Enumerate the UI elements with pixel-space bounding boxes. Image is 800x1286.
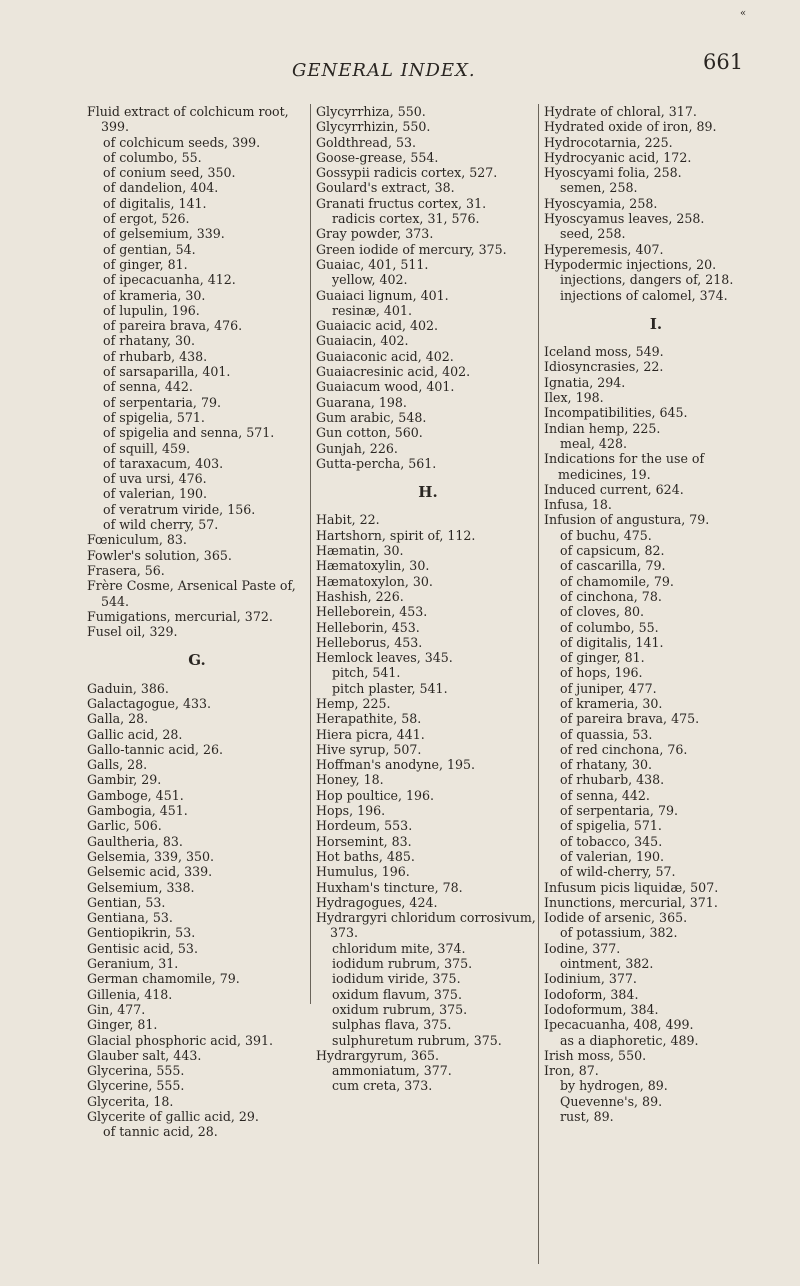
index-entry: Ginger, 81. xyxy=(87,1017,158,1033)
index-subentry: of ipecacuanha, 412. xyxy=(103,272,236,288)
index-entry: Frasera, 56. xyxy=(87,562,165,578)
index-subentry: injections of calomel, 374. xyxy=(560,287,728,303)
index-subentry: resinæ, 401. xyxy=(332,302,412,318)
index-subentry: of valerian, 190. xyxy=(560,848,665,864)
index-entry: Gaultheria, 83. xyxy=(87,833,183,849)
index-entry: Helleborein, 453. xyxy=(316,604,428,620)
index-subentry: ammoniatum, 377. xyxy=(332,1063,452,1079)
index-subentry: yellow, 402. xyxy=(332,272,408,288)
index-subentry: of digitalis, 141. xyxy=(103,195,207,211)
index-subentry: of chamomile, 79. xyxy=(560,573,674,589)
index-column-3 xyxy=(538,104,768,1264)
index-subentry: of uva ursi, 476. xyxy=(103,471,207,487)
index-entry: Helleborus, 453. xyxy=(316,634,423,650)
index-entry: Hyperemesis, 407. xyxy=(544,241,664,257)
index-entry: Gamboge, 451. xyxy=(87,787,184,803)
index-subentry: as a diaphoretic, 489. xyxy=(560,1032,699,1048)
index-entry: Guaiacic acid, 402. xyxy=(316,318,439,334)
index-entry: Fumigations, mercurial, 372. xyxy=(87,608,273,624)
page-number: 661 xyxy=(703,50,744,74)
index-entry: Gunjah, 226. xyxy=(316,440,398,456)
index-entry: German chamomile, 79. xyxy=(87,971,240,987)
index-subentry: of quassia, 53. xyxy=(560,726,653,742)
index-entry: Hyoscyami folia, 258. xyxy=(544,165,682,181)
index-entry: Guarana, 198. xyxy=(316,394,407,410)
section-letter: H. xyxy=(418,483,438,502)
index-entry: Gelsemic acid, 339. xyxy=(87,864,213,880)
index-entry: Goulard's extract, 38. xyxy=(316,180,455,196)
index-entry: Gray powder, 373. xyxy=(316,226,434,242)
index-subentry: injections, dangers of, 218. xyxy=(560,272,734,288)
index-entry: Helleborin, 453. xyxy=(316,619,420,635)
index-entry: Glauber salt, 443. xyxy=(87,1047,202,1063)
index-entry: Glycerina, 555. xyxy=(87,1063,185,1079)
index-entry: Hemp, 225. xyxy=(316,695,391,711)
index-subentry: of gentian, 54. xyxy=(103,241,196,257)
index-entry: Galls, 28. xyxy=(87,757,148,773)
index-entry: Incompatibilities, 645. xyxy=(544,405,688,421)
index-subentry: of gelsemium, 339. xyxy=(103,226,225,242)
index-subentry: rust, 89. xyxy=(560,1109,614,1124)
index-subentry: of cloves, 80. xyxy=(560,604,644,620)
index-subentry: of rhubarb, 438. xyxy=(560,772,665,788)
index-entry: Hæmatin, 30. xyxy=(316,543,404,559)
index-entry: Hæmatoxylon, 30. xyxy=(316,573,433,589)
index-entry: Hot baths, 485. xyxy=(316,848,415,864)
index-subentry: of rhatany, 30. xyxy=(560,757,653,773)
index-subentry: of spigelia, 571. xyxy=(560,818,662,834)
index-entry: Glacial phosphoric acid, 391. xyxy=(87,1032,273,1048)
index-entry: Gossypii radicis cortex, 527. xyxy=(316,165,498,181)
index-entry: Humulus, 196. xyxy=(316,864,410,880)
index-entry: Hemlock leaves, 345. xyxy=(316,650,453,666)
index-entry: Hypodermic injections, 20. xyxy=(544,256,717,272)
index-subentry: of tobacco, 345. xyxy=(560,833,663,849)
index-entry: Guaiaci lignum, 401. xyxy=(316,287,449,303)
index-entry: Galactagogue, 433. xyxy=(87,695,212,711)
index-subentry: meal, 428. xyxy=(560,435,627,451)
index-entry: Iodoform, 384. xyxy=(544,986,639,1002)
index-column-1 xyxy=(87,104,307,1140)
index-entry: Honey, 18. xyxy=(316,772,384,788)
index-entry: Hive syrup, 507. xyxy=(316,741,422,757)
index-subentry: of dandelion, 404. xyxy=(103,180,219,196)
index-subentry: of cinchona, 78. xyxy=(560,588,662,604)
index-entry: Iodide of arsenic, 365. xyxy=(544,910,688,926)
index-entry: Iodine, 377. xyxy=(544,940,621,956)
index-entry: Guaiaconic acid, 402. xyxy=(316,348,454,364)
index-entry: Glycerine, 555. xyxy=(87,1078,185,1094)
index-entry: Infusum picis liquidæ, 507. xyxy=(544,879,719,895)
index-subentry: of senna, 442. xyxy=(560,787,650,803)
index-entry: Gallic acid, 28. xyxy=(87,726,183,742)
index-subentry: sulphuretum rubrum, 375. xyxy=(332,1032,502,1048)
index-entry: Fluid extract of colchicum root, 399. xyxy=(87,104,289,135)
index-entry: Gelsemium, 338. xyxy=(87,879,195,895)
index-entry: Iron, 87. xyxy=(544,1063,599,1079)
index-entry: Hydrate of chloral, 317. xyxy=(544,104,697,119)
index-subentry: of krameria, 30. xyxy=(560,695,663,711)
index-subentry: of squill, 459. xyxy=(103,440,191,456)
index-subentry: cum creta, 373. xyxy=(332,1078,433,1094)
index-subentry: of columbo, 55. xyxy=(103,149,202,165)
index-subentry: of tannic acid, 28. xyxy=(103,1124,218,1140)
index-subentry: of veratrum viride, 156. xyxy=(103,501,256,517)
index-subentry: of spigelia, 571. xyxy=(103,409,205,425)
index-subentry: of senna, 442. xyxy=(103,379,193,395)
running-title: GENERAL INDEX. xyxy=(292,60,476,81)
index-entry: Guaiacin, 402. xyxy=(316,333,409,349)
index-entry: Infusion of angustura, 79. xyxy=(544,512,710,528)
index-entry: Gutta-percha, 561. xyxy=(316,455,437,471)
index-subentry: of sarsaparilla, 401. xyxy=(103,364,231,380)
section-letter: G. xyxy=(188,651,206,670)
index-entry: Gentiopikrin, 53. xyxy=(87,925,196,941)
index-entry: Hop poultice, 196. xyxy=(316,787,435,803)
index-entry: Huxham's tincture, 78. xyxy=(316,879,463,895)
index-subentry: oxidum rubrum, 375. xyxy=(332,1001,468,1017)
index-subentry: of lupulin, 196. xyxy=(103,302,200,318)
index-entry: Glycerite of gallic acid, 29. xyxy=(87,1109,259,1124)
index-entry: Gin, 477. xyxy=(87,1001,146,1017)
index-entry: Inunctions, mercurial, 371. xyxy=(544,894,718,910)
index-entry: Idiosyncrasies, 22. xyxy=(544,359,664,375)
index-subentry: of digitalis, 141. xyxy=(560,634,664,650)
index-subentry: of conium seed, 350. xyxy=(103,165,236,181)
index-column-2 xyxy=(310,104,540,1094)
index-subentry: of pareira brava, 475. xyxy=(560,711,700,727)
index-entry: Irish moss, 550. xyxy=(544,1047,647,1063)
index-entry: Fusel oil, 329. xyxy=(87,624,178,640)
index-entry: Galla, 28. xyxy=(87,711,149,727)
index-entry: Glycerita, 18. xyxy=(87,1093,174,1109)
index-subentry: of ginger, 81. xyxy=(103,256,188,272)
index-subentry: pitch, 541. xyxy=(332,665,401,681)
index-entry: Ipecacuanha, 408, 499. xyxy=(544,1017,694,1033)
index-entry: Granati fructus cortex, 31. xyxy=(316,195,487,211)
index-subentry: chloridum mite, 374. xyxy=(332,940,466,956)
index-entry: Infusa, 18. xyxy=(544,497,612,513)
index-entry: Hiera picra, 441. xyxy=(316,726,425,742)
index-subentry: of valerian, 190. xyxy=(103,486,208,502)
index-entry: Fœniculum, 83. xyxy=(87,532,187,548)
index-entry: Horsemint, 83. xyxy=(316,833,412,849)
index-entry: Habit, 22. xyxy=(316,512,380,528)
index-entry: Gillenia, 418. xyxy=(87,986,173,1002)
index-entry: Herapathite, 58. xyxy=(316,711,422,727)
index-entry: Guaiac, 401, 511. xyxy=(316,256,429,272)
index-subentry: of wild cherry, 57. xyxy=(103,517,219,533)
index-subentry: radicis cortex, 31, 576. xyxy=(332,211,480,227)
index-entry: Hydrargyrum, 365. xyxy=(316,1047,440,1063)
index-entry: Hydragogues, 424. xyxy=(316,894,438,910)
index-entry: Iodoformum, 384. xyxy=(544,1001,659,1017)
index-subentry: of wild-cherry, 57. xyxy=(560,864,676,880)
index-entry: Indications for the use of medicines, 19. xyxy=(544,451,705,482)
index-entry: Hyoscyamia, 258. xyxy=(544,195,658,211)
index-entry: Gun cotton, 560. xyxy=(316,425,423,441)
index-subentry: of spigelia and senna, 571. xyxy=(103,425,275,441)
index-entry: Gum arabic, 548. xyxy=(316,409,427,425)
index-subentry: iodidum viride, 375. xyxy=(332,971,461,987)
index-subentry: of rhubarb, 438. xyxy=(103,348,208,364)
index-subentry: of cascarilla, 79. xyxy=(560,558,666,574)
index-entry: Frère Cosme, Arsenical Paste of, 544. xyxy=(87,578,296,609)
index-entry: Guaiacresinic acid, 402. xyxy=(316,364,471,380)
index-entry: Gaduin, 386. xyxy=(87,680,169,696)
index-entry: Induced current, 624. xyxy=(544,481,684,497)
index-subentry: of columbo, 55. xyxy=(560,619,659,635)
index-entry: Gentian, 53. xyxy=(87,894,166,910)
index-entry: Iceland moss, 549. xyxy=(544,344,664,360)
index-entry: Hoffman's anodyne, 195. xyxy=(316,757,475,773)
index-entry: Ilex, 198. xyxy=(544,390,604,406)
index-entry: Hydrocotarnia, 225. xyxy=(544,134,673,150)
index-entry: Fowler's solution, 365. xyxy=(87,547,232,563)
index-subentry: of krameria, 30. xyxy=(103,287,206,303)
index-subentry: pitch plaster, 541. xyxy=(332,680,448,696)
section-letter: I. xyxy=(649,314,663,333)
index-entry: Garlic, 506. xyxy=(87,818,162,834)
index-subentry: of capsicum, 82. xyxy=(560,543,665,559)
index-subentry: of buchu, 475. xyxy=(560,527,652,543)
corner-mark: « xyxy=(740,8,747,19)
index-subentry: of juniper, 477. xyxy=(560,680,657,696)
index-entry: Glycyrrhiza, 550. xyxy=(316,104,426,119)
index-subentry: semen, 258. xyxy=(560,180,638,196)
index-entry: Goldthread, 53. xyxy=(316,134,416,150)
index-entry: Hartshorn, spirit of, 112. xyxy=(316,527,476,543)
index-subentry: of serpentaria, 79. xyxy=(103,394,221,410)
index-subentry: sulphas flava, 375. xyxy=(332,1017,452,1033)
index-subentry: of taraxacum, 403. xyxy=(103,455,224,471)
index-entry: Gallo-tannic acid, 26. xyxy=(87,741,224,757)
index-entry: Hydrargyri chloridum corrosivum, 373. xyxy=(316,910,536,941)
index-subentry: ointment, 382. xyxy=(560,956,654,972)
index-subentry: of ergot, 526. xyxy=(103,211,190,227)
index-entry: Hops, 196. xyxy=(316,803,386,819)
index-subentry: of red cinchona, 76. xyxy=(560,741,688,757)
index-entry: Green iodide of mercury, 375. xyxy=(316,241,507,257)
index-entry: Hæmatoxylin, 30. xyxy=(316,558,430,574)
index-entry: Ignatia, 294. xyxy=(544,374,626,390)
page-header xyxy=(0,8,800,88)
index-entry: Geranium, 31. xyxy=(87,956,179,972)
index-entry: Gambogia, 451. xyxy=(87,803,188,819)
index-subentry: seed, 258. xyxy=(560,226,626,242)
index-entry: Indian hemp, 225. xyxy=(544,420,661,436)
index-subentry: of ginger, 81. xyxy=(560,650,645,666)
index-entry: Hydrocyanic acid, 172. xyxy=(544,149,692,165)
index-subentry: Quevenne's, 89. xyxy=(560,1093,663,1109)
index-subentry: of hops, 196. xyxy=(560,665,643,681)
index-entry: Hashish, 226. xyxy=(316,588,404,604)
index-subentry: of potassium, 382. xyxy=(560,925,678,941)
index-entry: Glycyrrhizin, 550. xyxy=(316,119,431,135)
index-entry: Gelsemia, 339, 350. xyxy=(87,848,215,864)
index-subentry: of serpentaria, 79. xyxy=(560,803,678,819)
index-subentry: of pareira brava, 476. xyxy=(103,318,243,334)
index-subentry: by hydrogen, 89. xyxy=(560,1078,668,1094)
index-entry: Goose-grease, 554. xyxy=(316,149,439,165)
index-entry: Guaiacum wood, 401. xyxy=(316,379,455,395)
index-entry: Gambir, 29. xyxy=(87,772,162,788)
index-subentry: oxidum flavum, 375. xyxy=(332,986,462,1002)
index-entry: Hordeum, 553. xyxy=(316,818,413,834)
index-entry: Gentiana, 53. xyxy=(87,910,173,926)
index-entry: Gentisic acid, 53. xyxy=(87,940,198,956)
index-entry: Iodinium, 377. xyxy=(544,971,637,987)
index-subentry: of rhatany, 30. xyxy=(103,333,196,349)
index-subentry: iodidum rubrum, 375. xyxy=(332,956,473,972)
index-entry: Hyoscyamus leaves, 258. xyxy=(544,211,705,227)
index-subentry: of colchicum seeds, 399. xyxy=(103,134,261,150)
index-entry: Hydrated oxide of iron, 89. xyxy=(544,119,717,135)
